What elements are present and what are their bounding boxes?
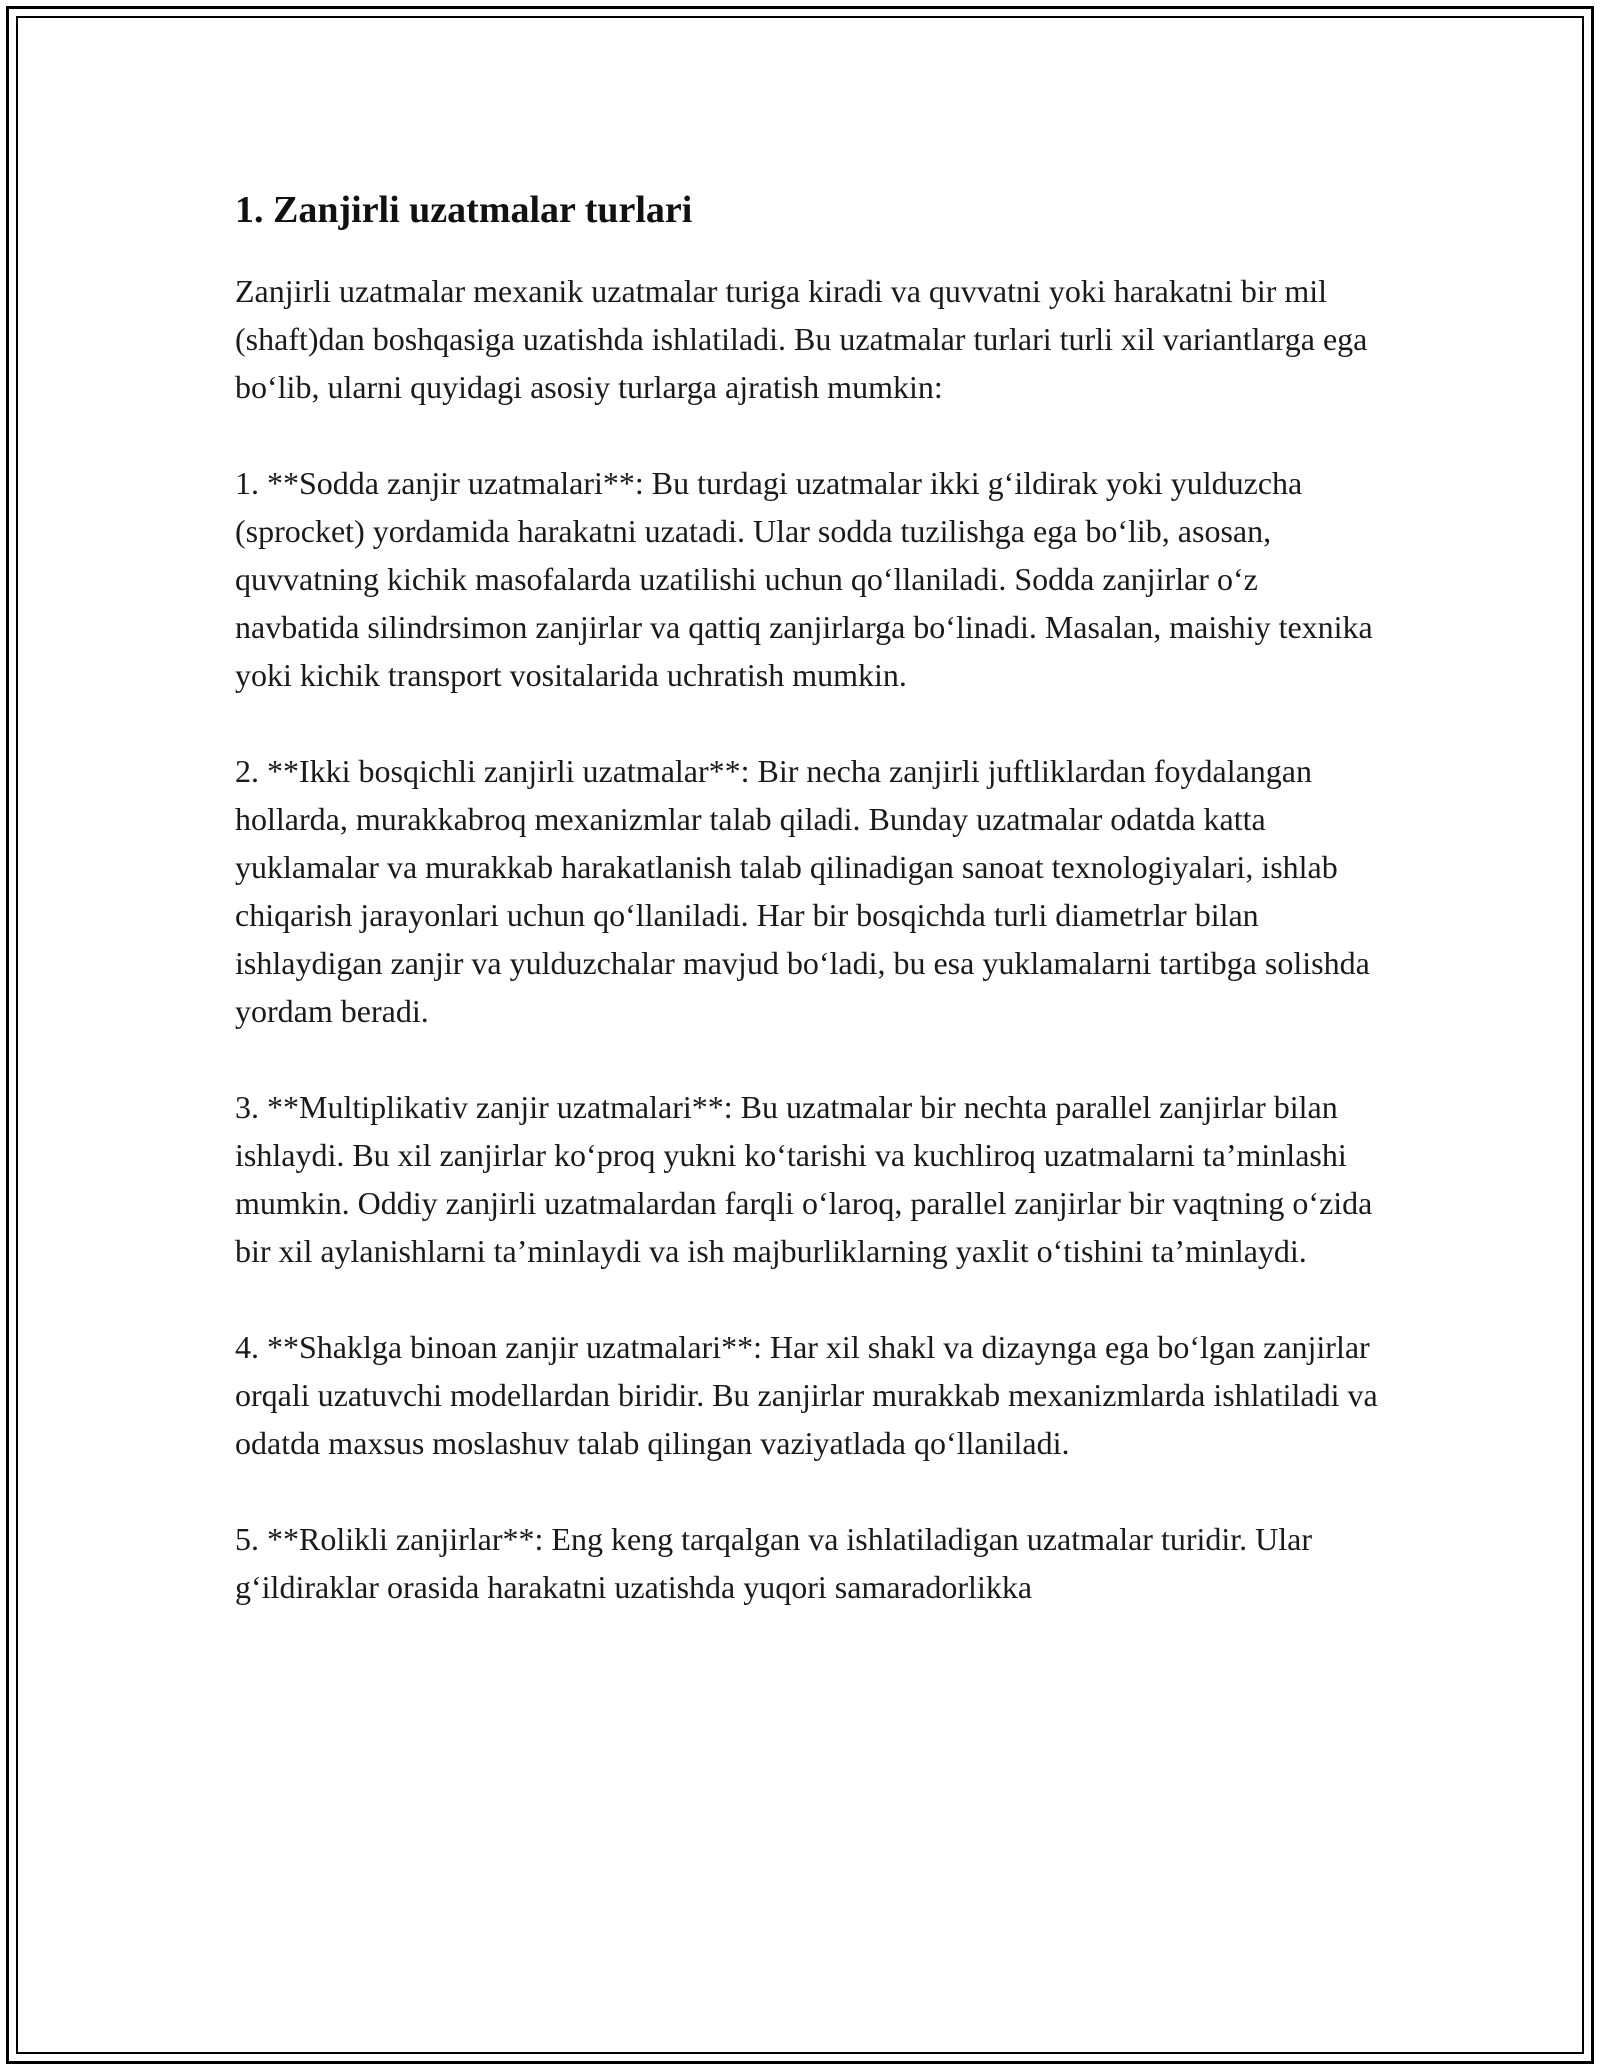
intro-paragraph: Zanjirli uzatmalar mexanik uzatmalar turiga kiradi va quvvatni yoki harakatni bir mil (shaft)dan boshqasiga uzatishda ishlatiladi. Bu uzatmalar turlari turli xil variantlarga ega bo‘lib, ularni quyidagi asosiy turlarga ajratish mumkin:	[235, 273, 1368, 406]
paragraph-sodda-zanjir: 1. **Sodda zanjir uzatmalari**: Bu turdagi uzatmalar ikki g‘ildirak yoki yulduzcha (sprocket) yordamida harakatni uzatadi. Ular sodda tuzilishga ega bo‘lib, asosan, quvvatning kichik masofalarda uzatilishi uchun qo‘llaniladi. Sodda zanjirlar o‘z navbatida silindrsimon zanjirlar va qattiq zanjirlarga bo‘linadi. Masalan, maishiy texnika yoki kichik transport vositalarida uchratish mumkin.	[235, 465, 1373, 694]
section-heading: 1. Zanjirli uzatmalar turlari	[235, 189, 693, 231]
document-body	[235, 186, 1385, 1659]
paragraph-multiplikativ: 3. **Multiplikativ zanjir uzatmalari**: Bu uzatmalar bir nechta parallel zanjirlar bilan ishlaydi. Bu xil zanjirlar ko‘proq yukni ko‘tarishi va kuchliroq uzatmalarni ta’minlashi mumkin. Oddiy zanjirli uzatmalardan farqli o‘laroq, parallel zanjirlar bir vaqtning o‘zida bir xil aylanishlarni ta’minlaydi va ish majburliklarning yaxlit o‘tishini ta’minlaydi.	[235, 1089, 1373, 1270]
paragraph-ikki-bosqichli: 2. **Ikki bosqichli zanjirli uzatmalar**: Bir necha zanjirli juftliklardan foydalangan hollarda, murakkabroq mexanizmlar talab qiladi. Bunday uzatmalar odatda katta yuklamalar va murakkab harakatlanish talab qilinadigan sanoat texnologiyalari, ishlab chiqarish jarayonlari uchun qo‘llaniladi. Har bir bosqichda turli diametrlar bilan ishlaydigan zanjir va yulduzchalar mavjud bo‘ladi, bu esa yuklamalarni tartibga solishda yordam beradi.	[235, 753, 1370, 1030]
paragraph-rolikli: 5. **Rolikli zanjirlar**: Eng keng tarqalgan va ishlatiladigan uzatmalar turidir. Ular g‘ildiraklar orasida harakatni uzatishda yuqori samaradorlikka	[235, 1521, 1313, 1606]
paragraph-shaklga-binoan: 4. **Shaklga binoan zanjir uzatmalari**: Har xil shakl va dizaynga ega bo‘lgan zanjirlar orqali uzatuvchi modellardan biridir. Bu zanjirlar murakkab mexanizmlarda ishlatiladi va odatda maxsus moslashuv talab qilingan vaziyatlada qo‘llaniladi.	[235, 1329, 1378, 1462]
